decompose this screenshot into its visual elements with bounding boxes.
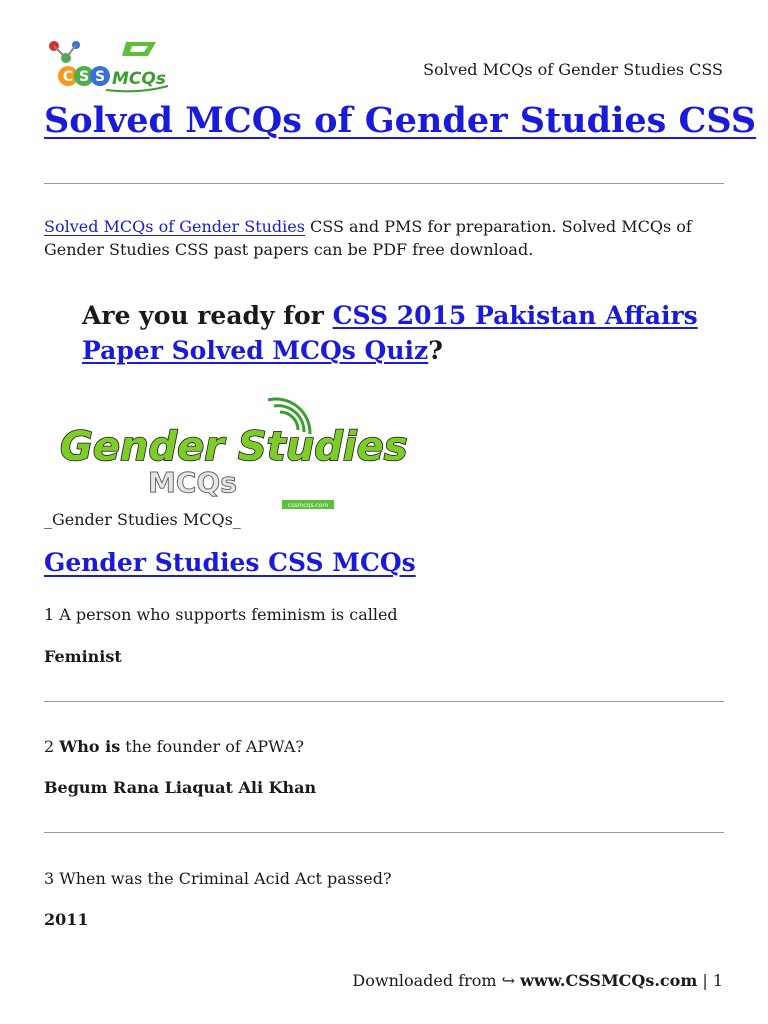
cta-heading <box>82 298 722 368</box>
divider <box>44 183 724 184</box>
running-header-title: Solved MCQs of Gender Studies CSS <box>423 60 723 79</box>
intro-link[interactable]: Solved MCQs of Gender Studies <box>44 217 305 236</box>
answer-1: Feminist <box>44 647 122 666</box>
gs-image-main-text: Gender Studies <box>60 424 408 470</box>
divider <box>44 701 724 702</box>
question-text: A person who supports feminism is called <box>59 605 398 624</box>
question-number: 2 <box>44 737 55 756</box>
gs-image-sub-text: MCQs <box>148 466 237 499</box>
page-title[interactable]: Solved MCQs of Gender Studies CSS <box>44 100 757 141</box>
question-3 <box>44 869 392 888</box>
question-2 <box>44 737 304 756</box>
question-1 <box>44 605 398 624</box>
answer-2: Begum Rana Liaquat Ali Khan <box>44 778 317 797</box>
cta-prefix: Are you ready for <box>82 301 333 330</box>
footer-site-link[interactable]: www.CSSMCQs.com <box>520 971 698 990</box>
image-caption: _Gender Studies MCQs_ <box>44 510 241 529</box>
cta-suffix: ? <box>428 336 443 365</box>
intro-text: CSS and PMS for preparation. Solved MCQs of Gender Studies CSS past papers can be PDF free download. <box>44 217 692 259</box>
question-bold-text: Who is <box>59 737 121 756</box>
page-number: 1 <box>712 971 723 990</box>
svg-text:C: C <box>62 69 74 85</box>
cta-link[interactable]: CSS 2015 Pakistan Affairs Paper Solved MCQs Quiz <box>82 301 698 365</box>
css-mcqs-logo <box>44 36 172 96</box>
svg-text:S: S <box>78 69 90 85</box>
intro-paragraph <box>44 215 724 261</box>
page-footer <box>352 971 723 990</box>
footer-prefix: Downloaded from <box>352 971 502 990</box>
gender-studies-image <box>52 400 408 512</box>
footer-separator: | <box>697 971 713 990</box>
section-title[interactable]: Gender Studies CSS MCQs <box>44 548 416 577</box>
answer-3: 2011 <box>44 910 89 929</box>
question-text: the founder of APWA? <box>120 737 304 756</box>
link-arrow-icon: ↪ <box>501 971 516 990</box>
gs-image-site-text: cssmcqs.com <box>287 502 329 509</box>
svg-text:MCQs: MCQs <box>112 69 166 89</box>
question-number: 3 <box>44 869 55 888</box>
question-text: When was the Criminal Acid Act passed? <box>59 869 392 888</box>
divider <box>44 832 724 833</box>
question-number: 1 <box>44 605 55 624</box>
svg-text:S: S <box>94 69 106 85</box>
